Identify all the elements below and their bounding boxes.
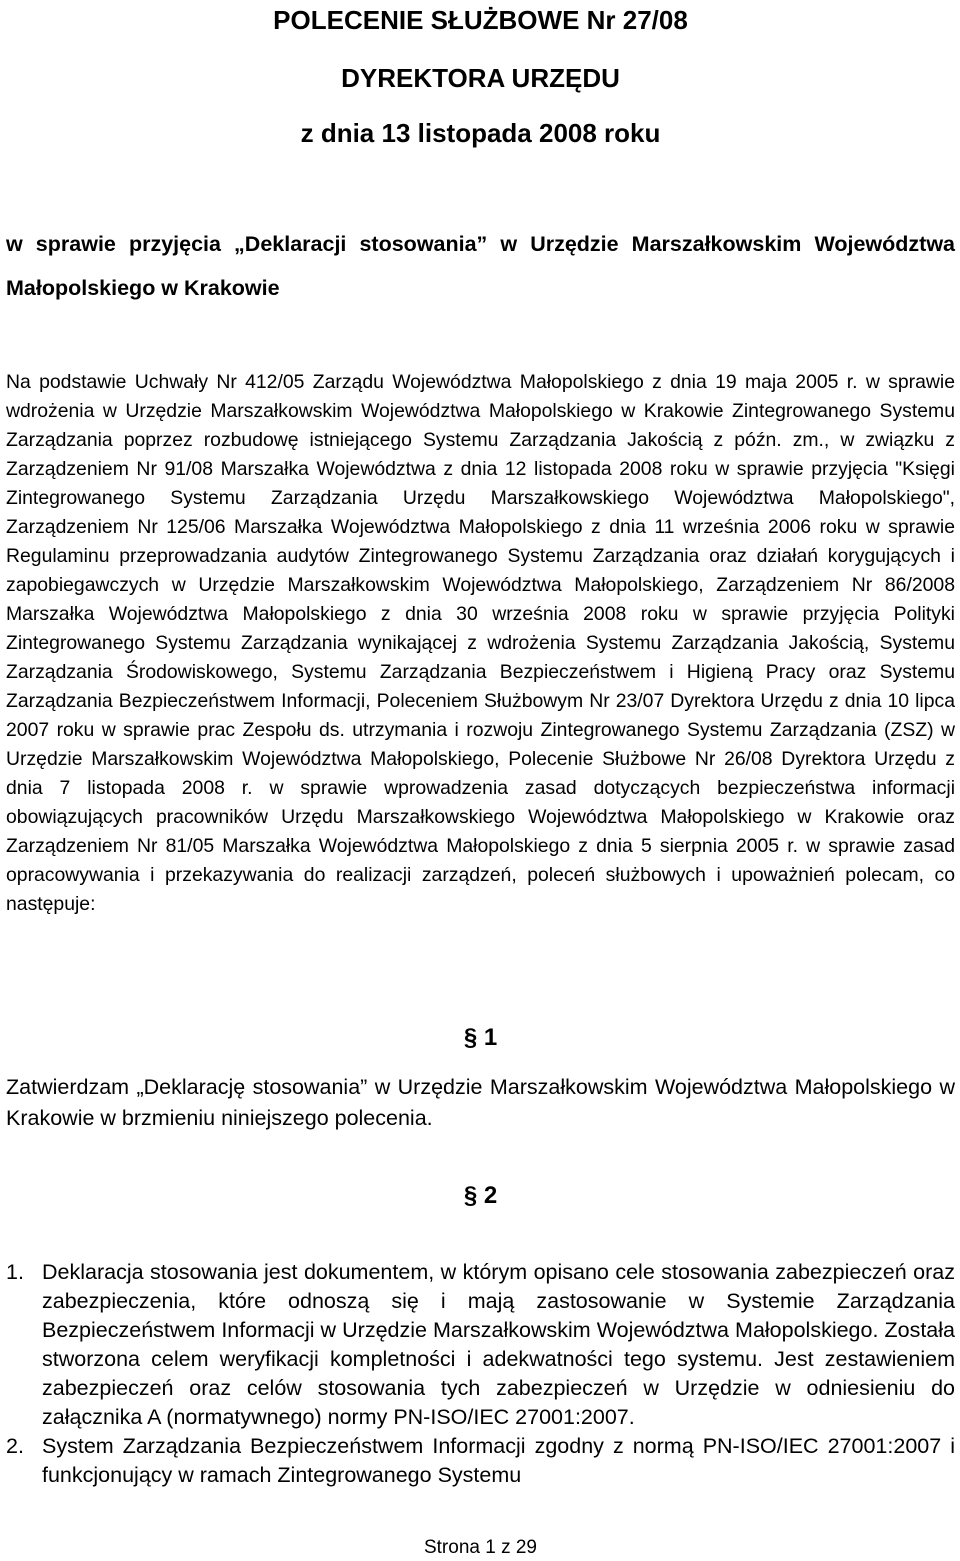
list-item-text: System Zarządzania Bezpieczeństwem Informacji zgodny z normą PN-ISO/IEC 27001:2007 i funkcjonujący w ramach Zintegrowanego Systemu bbox=[42, 1434, 955, 1487]
list-item-number: 2. bbox=[6, 1434, 24, 1458]
title-line-1: POLECENIE SŁUŻBOWE Nr 27/08 bbox=[273, 5, 688, 35]
list-item bbox=[6, 1432, 955, 1490]
document-subject: w sprawie przyjęcia „Deklaracji stosowania” w Urzędzie Marszałkowskim Województwa Małopolskiego w Krakowie bbox=[6, 232, 955, 300]
section-2-points bbox=[6, 1258, 955, 1490]
page-number-footer: Strona 1 z 29 bbox=[423, 1537, 538, 1558]
legal-basis-paragraph: Na podstawie Uchwały Nr 412/05 Zarządu Województwa Małopolskiego z dnia 19 maja 2005 r. w sprawie wdrożenia w Urzędzie Marszałkowskim Województwa Małopolskiego w Krakowie Zintegrowanego Systemu Zarządzania poprzez rozbudowę istniejącego Systemu Zarządzania Jakością z późn. zm., w związku z Zarządzeniem Nr 91/08 Marszałka Województwa z dnia 12 listopada 2008 roku w sprawie przyjęcia "Księgi Zintegrowanego Systemu Zarządzania Urzędu Marszałkowskiego Województwa Małopolskiego", Zarządzeniem Nr 125/06 Marszałka Województwa Małopolskiego z dnia 11 września 2006 roku w sprawie Regulaminu przeprowadzania audytów Zintegrowanego Systemu Zarządzania oraz działań korygujących i zapobiegawczych w Urzędzie Marszałkowskim Województwa Małopolskiego, Zarządzeniem Nr 86/2008 Marszałka Województwa Małopolskiego z dnia 30 września 2008 roku w sprawie przyjęcia Polityki Zintegrowanego Systemu Zarządzania wynikającej z wdrożenia Systemu Zarządzania Jakością, Systemu Zarządzania Środowiskowego, Systemu Zarządzania Bezpieczeństwem i Higieną Pracy oraz Systemu Zarządzania Bezpieczeństwem Informacji, Poleceniem Służbowym Nr 23/07 Dyrektora Urzędu z dnia 10 lipca 2007 roku w sprawie prac Zespołu ds. utrzymania i rozwoju Zintegrowanego Systemu Zarządzania (ZSZ) w Urzędzie Marszałkowskim Województwa Małopolskiego, Polecenie Służbowe Nr 26/08 Dyrektora Urzędu z dnia 7 listopada 2008 r. w sprawie wprowadzenia zasad dotyczących bezpieczeństwa informacji obowiązujących pracowników Urzędu Marszałkowskiego Województwa Małopolskiego w Krakowie oraz Zarządzeniem Nr 81/05 Marszałka Województwa Małopolskiego z dnia 5 sierpnia 2005 r. w sprawie zasad opracowywania i przekazywania do realizacji zarządzeń, poleceń służbowych i upoważnień polecam, co następuje: bbox=[6, 371, 955, 915]
title-line-2: DYREKTORA URZĘDU bbox=[341, 63, 620, 93]
section-2-heading: § 2 bbox=[463, 1182, 498, 1209]
list-item bbox=[6, 1258, 955, 1432]
document-page bbox=[6, 0, 955, 1561]
section-1-text: Zatwierdzam „Deklarację stosowania” w Urzędzie Marszałkowskim Województwa Małopolskiego w Krakowie w brzmieniu niniejszego polecenia. bbox=[6, 1075, 955, 1130]
list-item-number: 1. bbox=[6, 1260, 24, 1284]
title-line-3: z dnia 13 listopada 2008 roku bbox=[300, 118, 661, 148]
section-1-heading: § 1 bbox=[463, 1024, 498, 1051]
list-item-text: Deklaracja stosowania jest dokumentem, w którym opisano cele stosowania zabezpieczeń oraz zabezpieczenia, które odnoszą się i mają zastosowanie w Systemie Zarządzania Bezpieczeństwem Informacji w Urzędzie Marszałkowskim Województwa Małopolskiego. Została stworzona celem weryfikacji kompletności i adekwatności tego systemu. Jest zestawieniem zabezpieczeń oraz celów stosowania tych zabezpieczeń w Urzędzie w odniesieniu do załącznika A (normatywnego) normy PN-ISO/IEC 27001:2007. bbox=[42, 1260, 955, 1429]
